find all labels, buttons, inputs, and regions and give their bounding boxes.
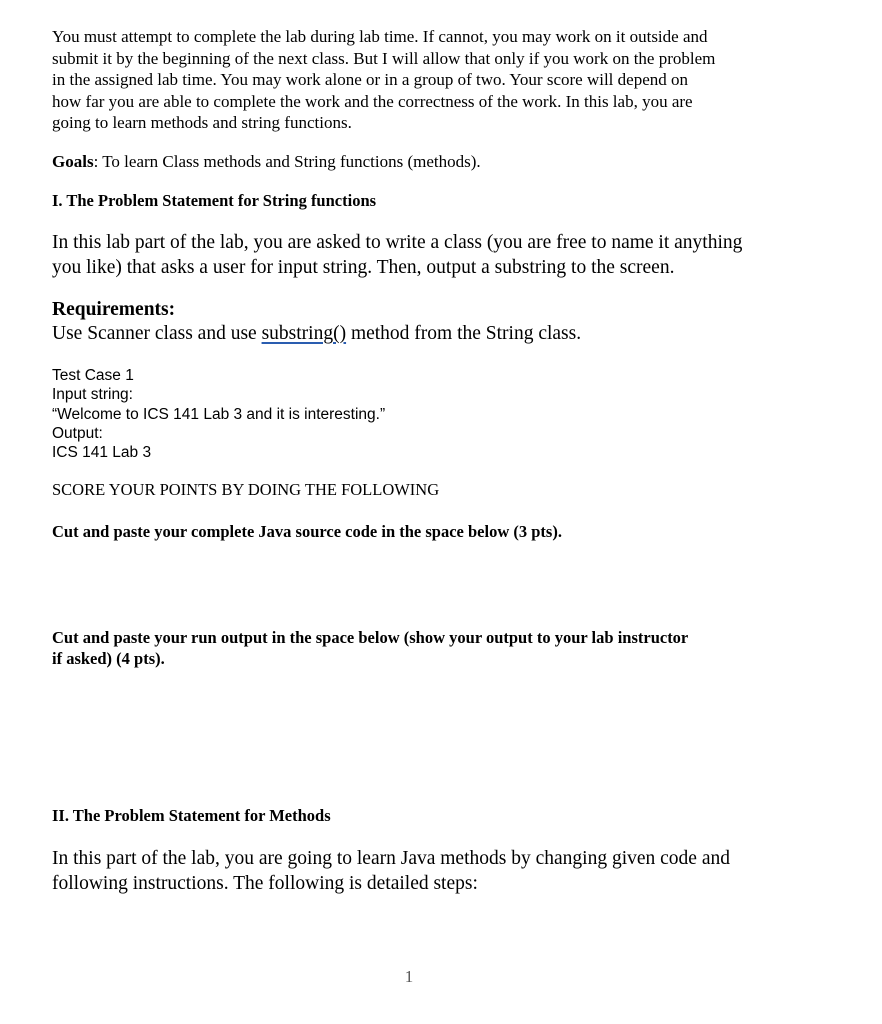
cut-output-instruction [52, 627, 842, 669]
section1-line: In this lab part of the lab, you are asked to write a class (you are free to name it anything [52, 231, 743, 253]
goals-text: : To learn Class methods and String functions (methods). [93, 151, 481, 171]
section1-paragraph [52, 230, 842, 280]
test-case-title: Test Case 1 [52, 366, 134, 384]
intro-paragraph [52, 26, 842, 134]
test-case-output-value: ICS 141 Lab 3 [52, 444, 152, 462]
section2-heading: II. The Problem Statement for Methods [52, 806, 331, 826]
test-case-input-label: Input string: [52, 386, 133, 404]
section2-line: following instructions. The following is detailed steps: [52, 873, 478, 895]
test-case-output-label: Output: [52, 424, 103, 442]
requirements-text-after: method from the String class. [346, 322, 582, 344]
test-case-block [52, 366, 842, 462]
test-case-input-value: “Welcome to ICS 141 Lab 3 and it is interesting.” [52, 405, 386, 423]
page-number: 1 [404, 967, 414, 986]
requirements-text-before: Use Scanner class and use [52, 322, 262, 344]
intro-line: how far you are able to complete the work and the correctness of the work. In this lab, you are [52, 91, 693, 111]
substring-method-reference: substring() [261, 322, 347, 344]
section1-line: you like) that asks a user for input string. Then, output a substring to the screen. [52, 256, 675, 278]
goals-paragraph [52, 151, 842, 173]
section2-line: In this part of the lab, you are going to learn Java methods by changing given code and [52, 848, 730, 870]
section2-paragraph [52, 846, 842, 896]
requirements-text [52, 321, 842, 346]
intro-line: in the assigned lab time. You may work alone or in a group of two. Your score will depend on [52, 70, 688, 90]
section1-heading: I. The Problem Statement for String functions [52, 190, 377, 210]
score-heading: SCORE YOUR POINTS BY DOING THE FOLLOWING [52, 480, 440, 500]
requirements-title: Requirements: [52, 298, 176, 320]
cut-source-instruction: Cut and paste your complete Java source code in the space below (3 pts). [52, 522, 562, 542]
goals-label: Goals [52, 151, 94, 171]
intro-line: You must attempt to complete the lab during lab time. If cannot, you may work on it outside and [52, 27, 708, 46]
intro-line: going to learn methods and string functions. [52, 113, 352, 133]
document-page [52, 26, 842, 896]
cut-output-line: if asked) (4 pts). [52, 649, 165, 669]
intro-line: submit it by the beginning of the next class. But I will allow that only if you work on the problem [52, 48, 716, 68]
cut-output-line: Cut and paste your run output in the space below (show your output to your lab instructor [52, 628, 689, 648]
